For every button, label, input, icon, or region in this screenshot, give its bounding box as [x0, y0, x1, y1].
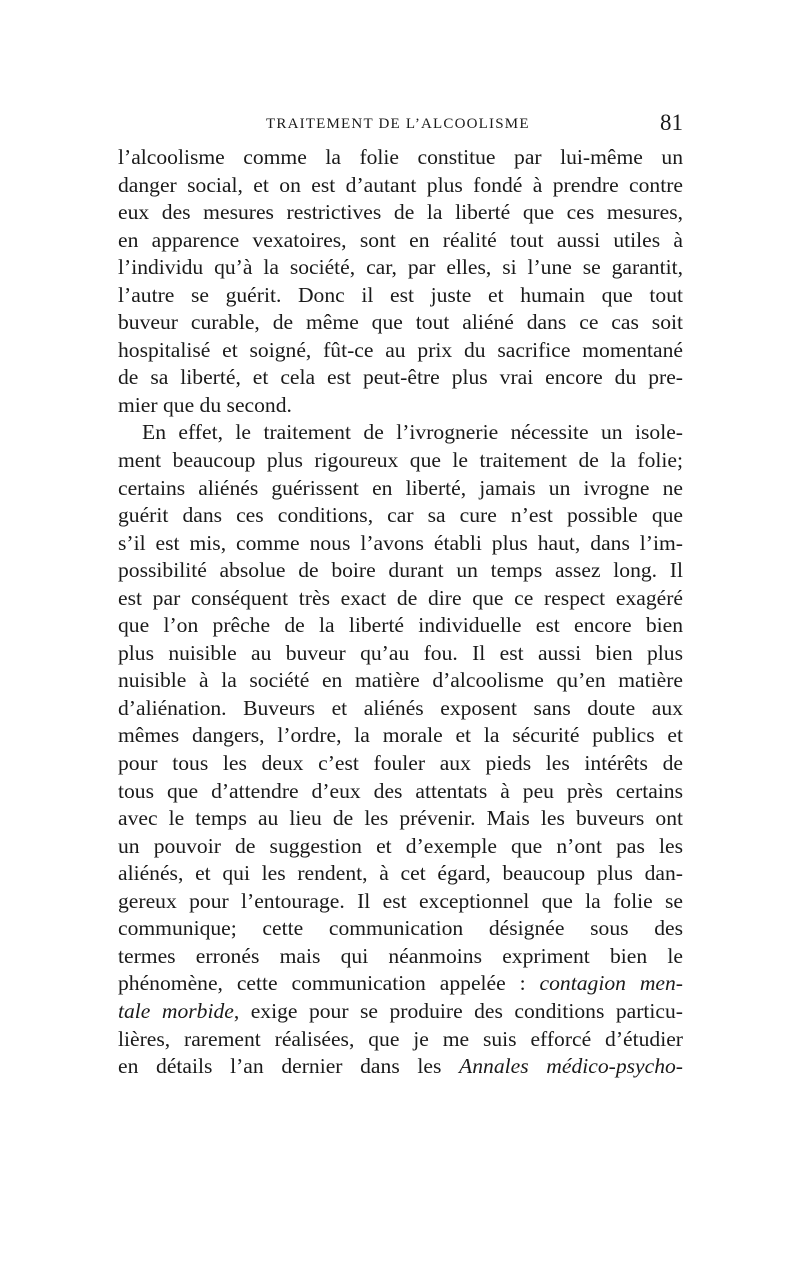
text-line: possibilité absolue de boire durant un temps assez long. Il — [118, 558, 683, 583]
text-line: communique; cette communication désignée sous des — [118, 916, 683, 941]
text-line: certains aliénés guérissent en liberté, jamais un ivrogne ne — [118, 475, 683, 500]
text-line: aliénés, et qui les rendent, à cet égard, beaucoup plus dan- — [118, 861, 683, 886]
text-line: un pouvoir de suggestion et d’exemple que n’ont pas les — [118, 833, 683, 858]
text-line: d’aliénation. Buveurs et aliénés exposent sans doute aux — [118, 695, 683, 720]
text-line — [118, 970, 683, 998]
page-header — [118, 108, 683, 144]
text-line: l’alcoolisme comme la folie constitue par lui-même un — [118, 145, 683, 169]
text-line: lières, rarement réalisées, que je me suis efforcé d’étudier — [118, 1026, 683, 1051]
text-line: guérit dans ces conditions, car sa cure n’est possible que — [118, 503, 683, 528]
text-line: l’autre se guérit. Donc il est juste et humain que tout — [118, 282, 683, 307]
text-line: termes erronés mais qui néanmoins expriment bien le — [118, 943, 683, 968]
text-line: buveur curable, de même que tout aliéné dans ce cas soit — [118, 310, 683, 335]
text-line: ment beaucoup plus rigoureux que le traitement de la folie; — [118, 448, 683, 473]
text-line: plus nuisible au buveur qu’au fou. Il est aussi bien plus — [118, 640, 683, 665]
text-line: tous que d’attendre d’eux des attentats à peu près certains — [118, 778, 683, 803]
text-line: mêmes dangers, l’ordre, la morale et la sécurité publics et — [118, 723, 683, 748]
text-line: gereux pour l’entourage. Il est exceptionnel que la folie se — [118, 888, 683, 913]
line-text: phénomène, cette communication appelée : — [118, 971, 540, 996]
text-line: l’individu qu’à la société, car, par elles, si l’une se garantit, — [118, 255, 683, 280]
text-line: est par conséquent très exact de dire que ce respect exagéré — [118, 585, 683, 610]
text-line — [118, 998, 683, 1026]
running-head: TRAITEMENT DE L’ALCOOLISME — [266, 116, 530, 132]
text-line: eux des mesures restrictives de la liberté que ces mesures, — [118, 200, 683, 225]
line-text: , exige pour se produire des conditions particu- — [233, 998, 683, 1023]
text-line — [118, 1053, 683, 1081]
text-line: hospitalisé et soigné, fût-ce au prix du sacrifice momentané — [118, 337, 683, 362]
body-text — [118, 144, 683, 1081]
italic-term: tale morbide — [118, 998, 234, 1023]
text-line: nuisible à la société en matière d’alcoolisme qu’en matière — [118, 668, 683, 693]
text-line: en apparence vexatoires, sont en réalité tout aussi utiles à — [118, 227, 683, 252]
paragraph-start-line: En effet, le traitement de l’ivrognerie nécessite un isole- — [142, 420, 683, 445]
text-line: que l’on prêche de la liberté individuelle est encore bien — [118, 613, 683, 638]
page-number: 81 — [660, 110, 683, 135]
text-line: danger social, et on est d’autant plus fondé à prendre contre — [118, 172, 683, 197]
line-text: en détails l’an dernier dans les — [118, 1054, 460, 1079]
text-line: avec le temps au lieu de les prévenir. Mais les buveurs ont — [118, 806, 683, 831]
text-line: pour tous les deux c’est fouler aux pieds les intérêts de — [118, 751, 683, 776]
text-line: mier que du second. — [118, 392, 292, 417]
text-line: de sa liberté, et cela est peut-être plus vrai encore du pre- — [118, 365, 683, 390]
italic-term: contagion men- — [539, 971, 683, 996]
text-line: s’il est mis, comme nous l’avons établi plus haut, dans l’im- — [118, 530, 683, 555]
italic-journal-title: Annales médico-psycho- — [459, 1054, 683, 1079]
